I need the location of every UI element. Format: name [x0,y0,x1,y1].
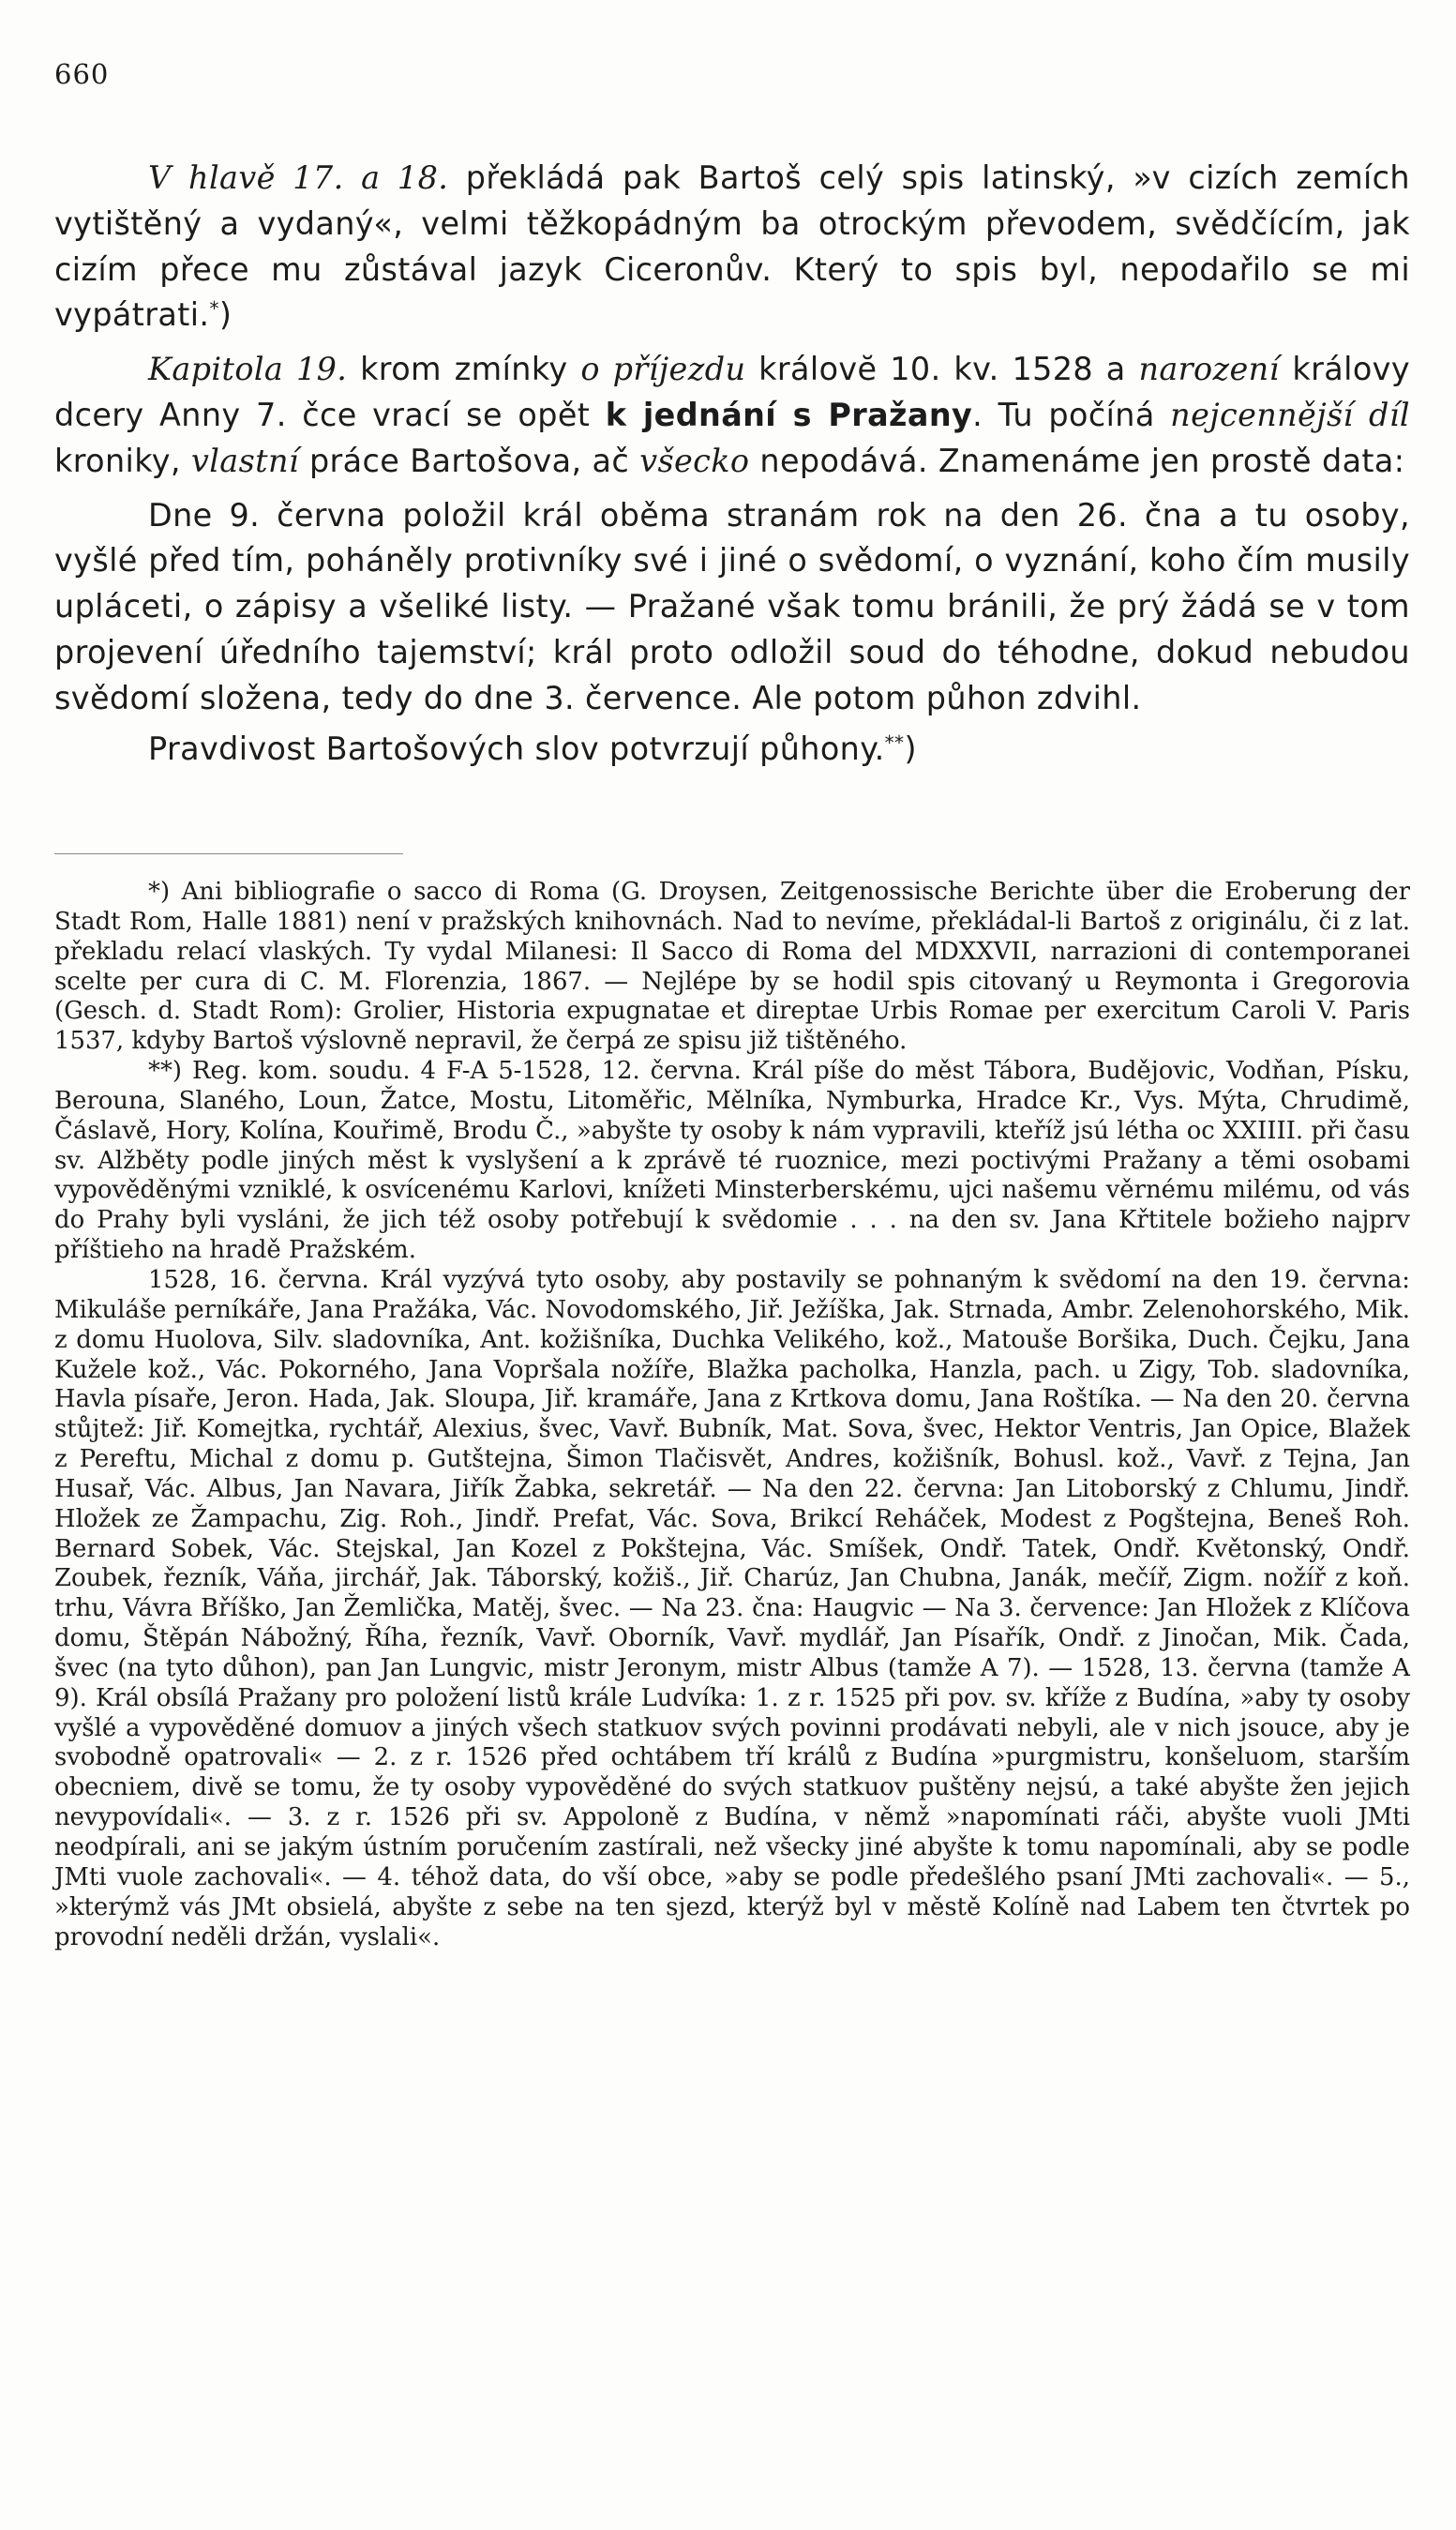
text-run: práce Bartošova, ač [298,442,640,479]
text-run: kroniky, [54,442,191,479]
text-run: Pravdivost Bartošových slov potvrzují půhony. [148,730,885,767]
footnote-2-part-1: **) Reg. kom. soudu. 4 F-A 5-1528, 12. června. Král píše do měst Tábora, Budějovic, Vodňan, Písku, Berouna, Slaného, Loun, Žatce, Mostu, Litoměřic, Mělníka, Nymburka, Hradce Kr., Vys. Mýta, Chrudimě, Čáslavě, Hory, Kolína, Kouřimě, Brodu Č., »abyšte ty osoby k nám vypravili, kteříž jsú létha oc XXIIII. při času sv. Alžběty podle jiných měst k vyslyšení a k zprávě té ruoznice, mezi poctivými Pražany a těmi osobami vypověděnými vzniklé, k osvícenému Karlovi, knížeti Minsterberskému, ujci našemu věrnému milému, od vás do Prahy byli vysláni, že jich též osoby potřebují k svědomie . . . na den sv. Jana Křtitele božieho najprv příštieho na hradě Pražském. [54,1057,1410,1265]
text-run: ) [904,730,917,767]
emphasis: nejcennější díl [1170,396,1410,433]
footnote-divider [54,853,403,854]
paragraph-chapters-17-18 [54,156,1410,339]
footnote-2-part-2: 1528, 16. června. Král vyzývá tyto osoby, aby postavily se pohnaným k svědomí na den 19. června: Mikuláše perníkáře, Jana Pražáka, Vác. Novodomského, Jiř. Ježíška, Jak. Strnada, Ambr. Zelenohorského, Mik. z domu Huolova, Silv. sladovníka, Ant. kožišníka, Duchka Velikého, kož., Matouše Boršika, Duch. Čejku, Jana Kužele kož., Vác. Pokorného, Jana Vopršala nožíře, Blažka pacholka, Hanzla, pach. u Zigy, Tob. sladovníka, Havla písaře, Jeron. Hada, Jak. Sloupa, Jiř. kramáře, Jana z Krtkova domu, Jana Roštíka. — Na den 20. června stůjtež: Jiř. Komejtka, rychtář, Alexius, švec, Vavř. Bubník, Mat. Sova, švec, Hektor Ventris, Jan Opice, Blažek z Pereftu, Michal z domu p. Gutštejna, Šimon Tlačisvět, Andres, kožišník, Bohusl. kož., Vavř. z Tejna, Jan Husař, Vác. Albus, Jan Navara, Jiřík Žabka, sekretář. — Na den 22. června: Jan Litoborský z Chlumu, Jindř. Hložek ze Žampachu, Zig. Roh., Jindř. Prefat, Vác. Sova, Brikcí Reháček, Modest z Pogštejna, Beneš Roh. Bernard Sobek, Vác. Stejskal, Jan Kozel z Pokštejna, Vác. Smíšek, Ondř. Tatek, Ondř. Květonský, Ondř. Zoubek, řezník, Váňa, jirchář, Jak. Táborský, kožiš., Jiř. Charúz, Jan Chubna, Janák, mečíř, Zigm. nožíř z koň. trhu, Vávra Bříško, Jan Žemlička, Matěj, švec. — Na 23. čna: Haugvic — Na 3. července: Jan Hložek z Klíčova domu, Štěpán Nábožný, Říha, řezník, Vavř. Oborník, Vavř. mydlář, Jan Písařík, Ondř. z Jinočan, Mik. Čada, švec (na tyto důhon), pan Jan Lungvic, mistr Jeronym, mistr Albus (tamže A 7). — 1528, 13. června (tamže A 9). Král obsílá Pražany pro položení listů krále Ludvíka: 1. z r. 1525 při pov. sv. kříže z Budína, »aby ty osoby vyšlé a vypověděné domuov a jiných všech statkuov svých povinni prodávati nebyli, ale v nich jsouce, aby je svobodně opatrovali« — 2. z r. 1526 před ochtábem tří králů z Budína »purgmistru, konšeluom, starším obecniem, divě se tomu, že ty osoby vypověděné do svých statkuov puštěny nejsú, a také abyšte žen jejich nevypovídali«. — 3. z r. 1526 při sv. Appoloně z Budína, v němž »napomínati ráči, abyšte vuoli JMti neodpírali, ani se jakým ústním poručením zastírali, než všecky jiné abyšte k tomu napomínali, aby se podle JMti vuole zachovali«. — 4. téhož data, do vší obce, »aby se podle předešlého psaní JMti zachovali«. — 5., »kterýmž vás JMt obsielá, abyšte z sebe na ten sjezd, kterýž byl v městě Kolíně nad Labem ten čtvrtek po provodní neděli držán, vyslali«. [54,1265,1410,1951]
emphasis: vlastní [190,442,299,479]
text-run: krom zmínky [347,351,581,388]
paragraph-chapter-19 [54,347,1410,484]
text-run: nepodává. Znamenáme jen prostě data: [749,442,1405,479]
emphasis: o příjezdu [580,351,746,388]
emphasis: všecko [639,442,750,479]
footnotes [54,878,1410,1952]
main-text [54,156,1410,772]
text-run: královy dcery Anny 7. čce vrací se opět [54,351,1410,433]
footnote-1: *) Ani bibliografie o sacco di Roma (G. Droysen, Zeitgenossische Berichte über die Eroberung der Stadt Rom, Halle 1881) není v pražských knihovnách. Nad to nevíme, překládal-li Bartoš z originálu, či z lat. překladu relací vlaských. Ty vydal Milanesi: Il Sacco di Roma del MDXXVII, narrazioni di contemporanei scelte per cura di C. M. Florenzia, 1867. — Nejlépe by se hodil spis citovaný u Reymonta i Gregorovia (Gesch. d. Stadt Rom): Grolier, Historia expugnatae et direptae Urbis Romae per exercitum Caroli V. Paris 1537, kdyby Bartoš výslovně nepravil, že čerpá ze spisu již tištěného. [54,878,1410,1056]
text-run: ) [218,296,233,334]
page-number: 660 [54,58,110,90]
emphasis: Kapitola 19. [148,351,348,388]
emphasis: narození [1138,351,1280,388]
text-run: překládá pak Bartoš celý spis latinský, »v cizích zemích vytištěný a vydaný«, velmi těžkopádným ba otrockým převodem, svědčícím, jak cizím přece mu zůstával jazyk Ciceronův. Který to spis byl, nepodařilo se mi vypátrati. [54,159,1410,334]
bold-phrase: k jednání s Pražany [605,396,973,433]
footnote-ref-2[interactable]: ** [884,730,905,754]
paragraph-june-9: Dne 9. června položil král oběma stranám rok na den 26. čna a tu osoby, vyšlé před tím, poháněly protivníky své i jiné o svědomí, o vyznání, koho čím musily upláceti, o zápisy a všeliké listy. — Pražané však tomu bránili, že prý žádá se v tom projevení úředního tajemství; král proto odložil soud do téhodne, dokud nebudou svědomí složena, tedy do dne 3. července. Ale potom půhon zdvihl. [54,496,1410,716]
footnote-ref-1[interactable]: * [209,297,219,321]
emphasis: V hlavě 17. a 18. [148,159,449,196]
text-run: . Tu počíná [972,396,1171,433]
paragraph-puhony [54,727,1410,773]
text-run: královĕ 10. kv. 1528 a [745,351,1139,388]
